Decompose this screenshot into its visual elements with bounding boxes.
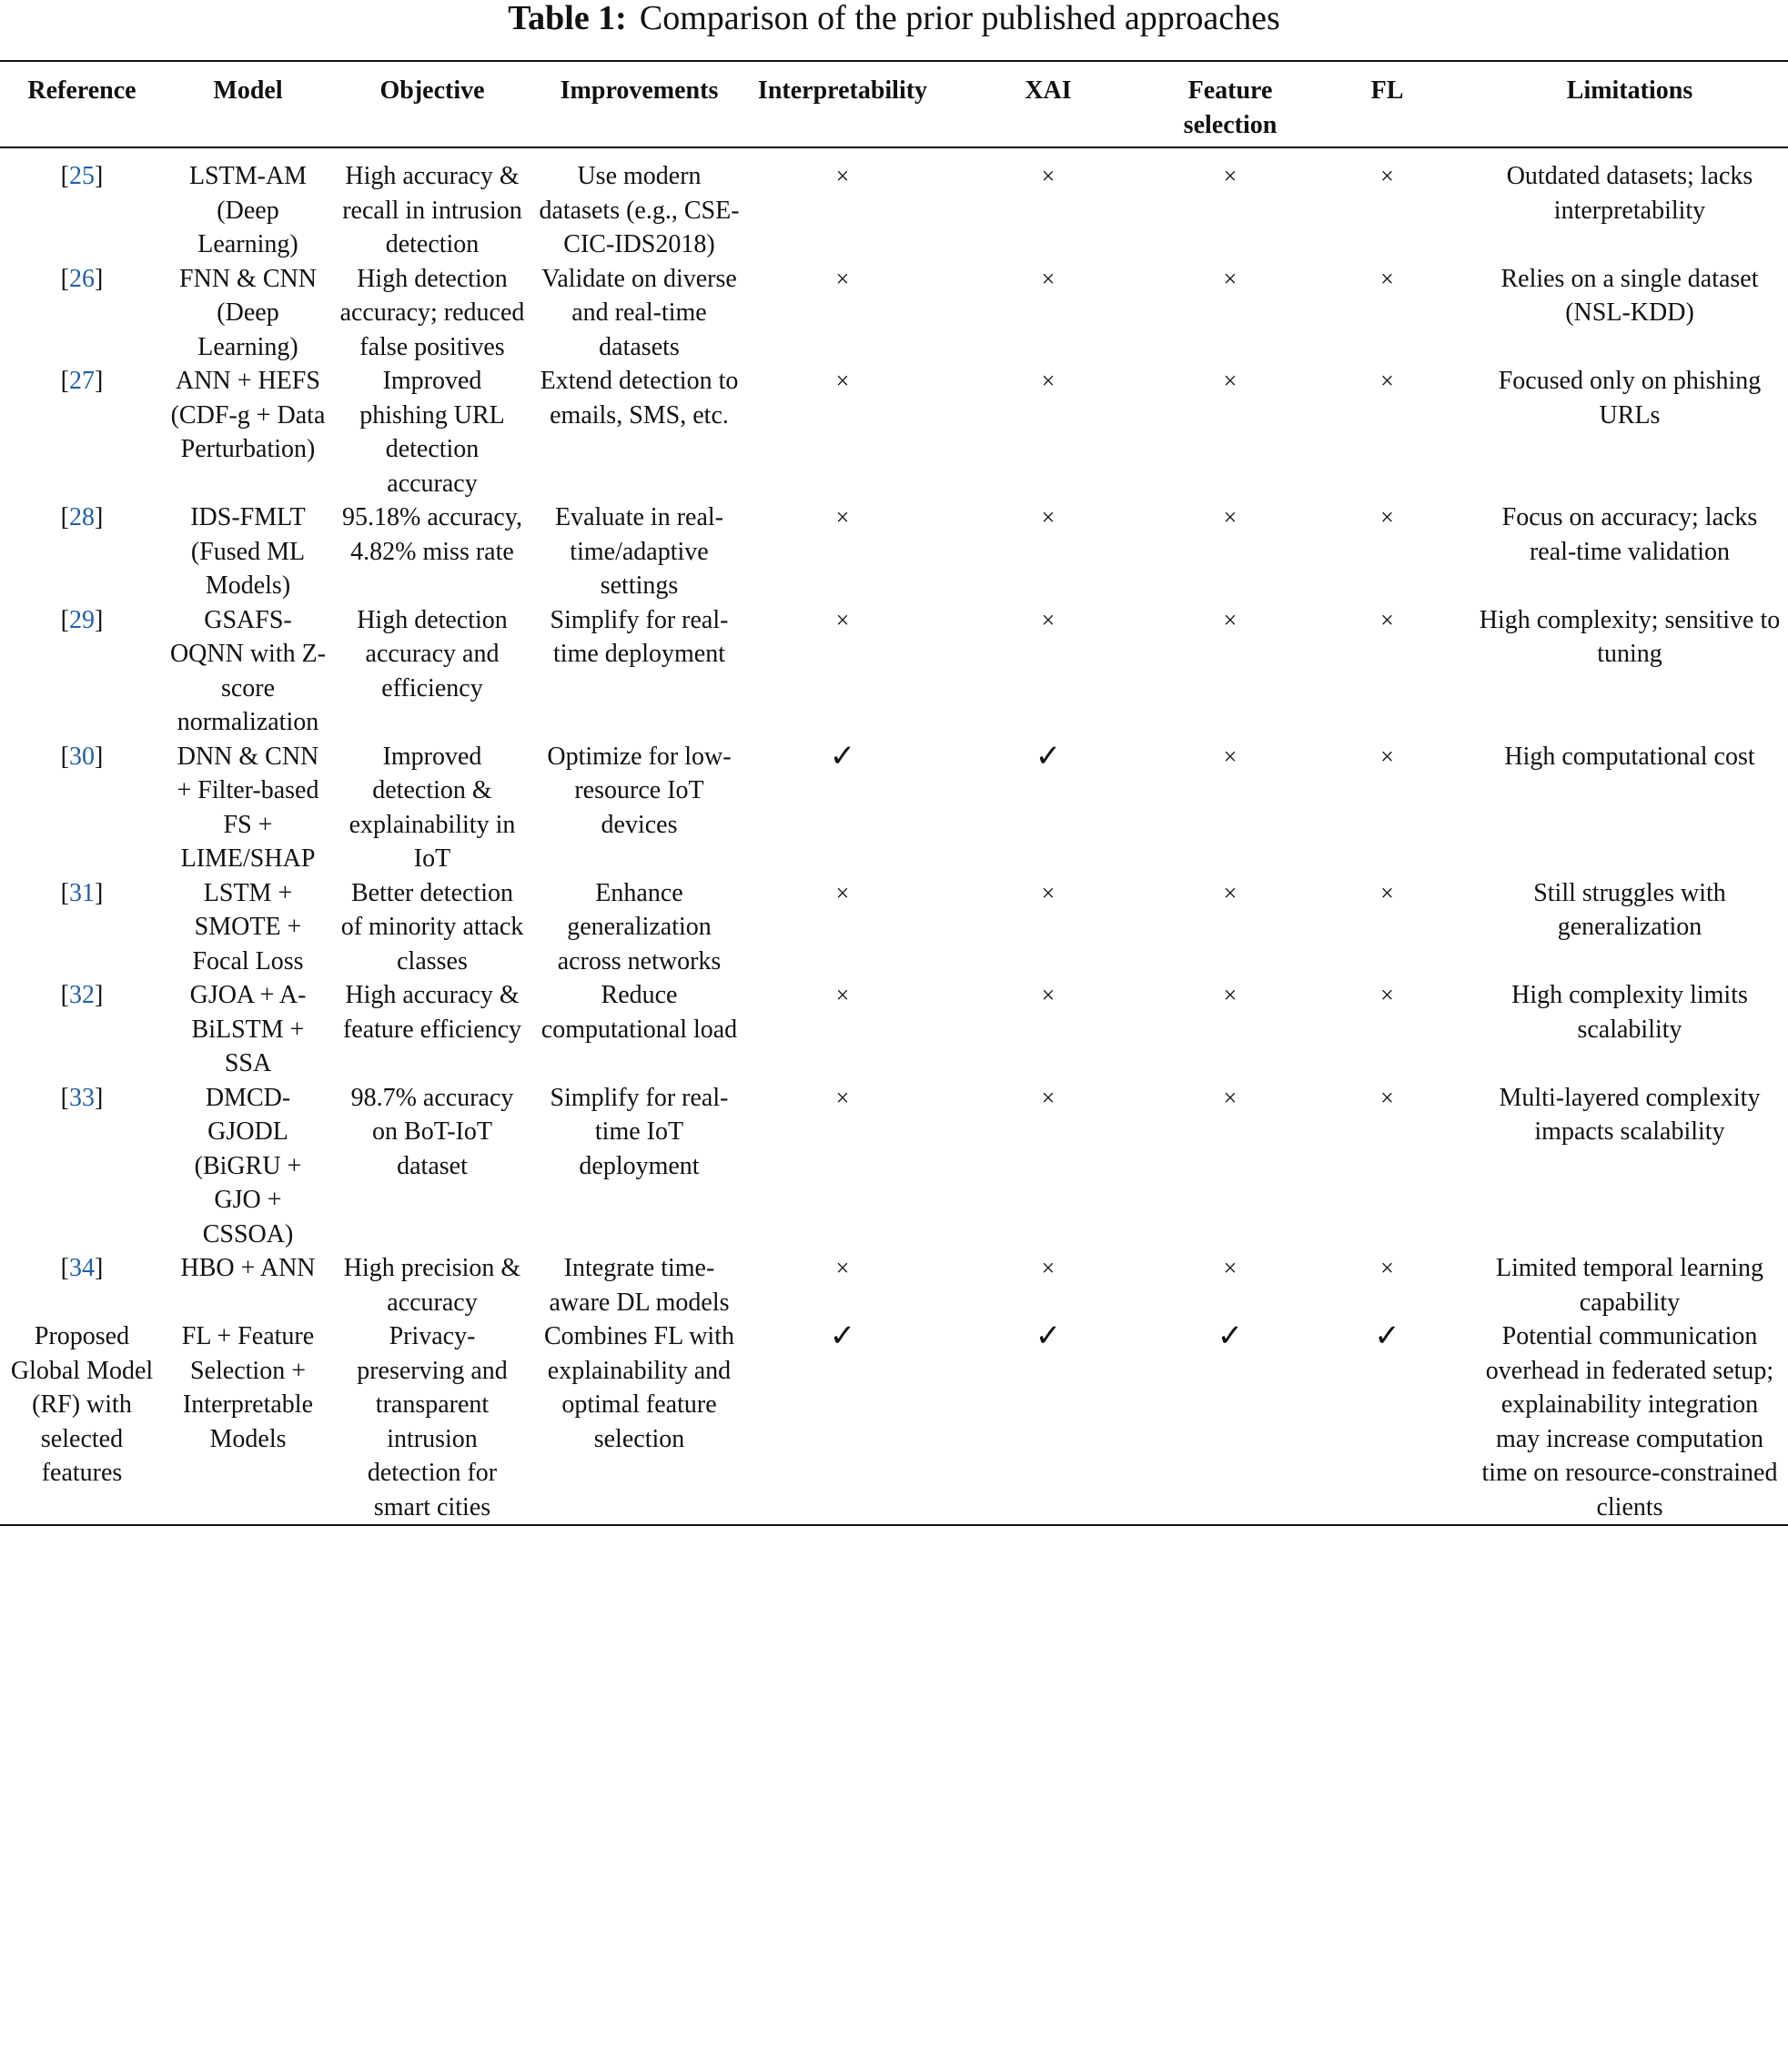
reference-prefix: [ xyxy=(60,742,69,771)
fl-mark: × xyxy=(1380,1084,1394,1111)
reference-suffix: ] xyxy=(95,742,104,771)
reference-suffix: ] xyxy=(95,605,104,634)
improvements-cell: Evaluate in real-time/adaptive settings xyxy=(554,503,723,600)
feature-selection-mark: × xyxy=(1223,1255,1237,1281)
reference-cell xyxy=(0,740,164,876)
column-header-improvements: Improvements xyxy=(560,76,719,105)
reference-cell xyxy=(0,500,164,603)
improvements-cell: Optimize for low-resource IoT devices xyxy=(547,742,732,839)
column-header-limitations: Limitations xyxy=(1566,76,1693,105)
column-header-objective: Objective xyxy=(379,76,485,105)
citation-link[interactable]: 29 xyxy=(69,605,95,634)
reference-cell xyxy=(0,364,164,500)
interpretability-mark: ✓ xyxy=(829,739,856,773)
xai-mark: ✓ xyxy=(1035,1319,1062,1353)
limitations-cell: Potential communication overhead in federated setup; explainability integration may increase computation time on resource-constrained clients xyxy=(1481,1322,1778,1521)
xai-mark: × xyxy=(1041,265,1056,292)
table-row xyxy=(0,1319,1788,1525)
reference-cell xyxy=(0,876,164,979)
table-header xyxy=(0,61,1788,147)
reference-suffix: ] xyxy=(95,162,104,190)
objective-cell: High accuracy & recall in intrusion detection xyxy=(342,162,522,258)
improvements-cell: Simplify for real-time IoT deployment xyxy=(550,1083,729,1180)
table-row xyxy=(0,978,1788,1081)
reference-cell xyxy=(0,1081,164,1252)
caption-text: Comparison of the prior published approaches xyxy=(639,0,1280,37)
feature-selection-mark: × xyxy=(1223,982,1237,1008)
limitations-cell: High computational cost xyxy=(1504,742,1755,771)
improvements-cell: Simplify for real-time deployment xyxy=(550,605,729,668)
reference-prefix: [ xyxy=(60,981,69,1009)
interpretability-mark: × xyxy=(835,265,850,292)
reference-prefix: [ xyxy=(60,878,69,907)
interpretability-mark: × xyxy=(835,163,850,189)
model-cell: GSAFS-OQNN with Z-score normalization xyxy=(169,605,327,736)
table-row xyxy=(0,876,1788,979)
fl-mark: × xyxy=(1380,265,1394,292)
table-caption xyxy=(0,0,1788,36)
reference-prefix: [ xyxy=(60,605,69,634)
xai-mark: × xyxy=(1041,504,1056,531)
table-row xyxy=(0,364,1788,500)
interpretability-mark: × xyxy=(835,368,850,394)
model-cell: DNN & CNN + Filter-based FS + LIME/SHAP xyxy=(177,742,319,873)
column-header-interpretability: Interpretability xyxy=(757,76,928,105)
improvements-cell: Validate on diverse and real-time datasets xyxy=(541,264,737,361)
reference-prefix: [ xyxy=(60,367,69,395)
feature-selection-mark: × xyxy=(1223,504,1237,531)
column-header-xai: XAI xyxy=(1025,76,1072,105)
limitations-cell: High complexity; sensitive to tuning xyxy=(1479,605,1781,668)
interpretability-mark: × xyxy=(835,1255,850,1281)
model-cell: FL + Feature Selection + Interpretable Models xyxy=(181,1322,315,1453)
feature-selection-mark: ✓ xyxy=(1217,1319,1244,1353)
objective-cell: Improved detection & explainability in IoT xyxy=(349,742,516,873)
feature-selection-mark: × xyxy=(1223,163,1237,189)
feature-selection-mark: × xyxy=(1223,265,1237,292)
column-header-fl: FL xyxy=(1370,76,1404,105)
reference-suffix: ] xyxy=(95,264,104,293)
interpretability-mark: × xyxy=(835,1084,850,1111)
table-row xyxy=(0,262,1788,365)
xai-mark: × xyxy=(1041,879,1056,906)
objective-cell: High accuracy & feature efficiency xyxy=(342,981,522,1044)
column-header-reference: Reference xyxy=(27,76,136,105)
citation-link[interactable]: 31 xyxy=(69,878,95,907)
improvements-cell: Extend detection to emails, SMS, etc. xyxy=(540,367,739,430)
limitations-cell: High complexity limits scalability xyxy=(1511,981,1748,1044)
fl-mark: × xyxy=(1380,1255,1394,1281)
comparison-table xyxy=(0,60,1788,1526)
table-row xyxy=(0,740,1788,876)
citation-link[interactable]: 33 xyxy=(69,1083,95,1112)
citation-link[interactable]: 30 xyxy=(69,742,95,771)
fl-mark: × xyxy=(1380,606,1394,633)
xai-mark: × xyxy=(1041,982,1056,1008)
objective-cell: 98.7% accuracy on BoT-IoT dataset xyxy=(350,1083,514,1180)
limitations-cell: Focused only on phishing URLs xyxy=(1498,367,1762,430)
xai-mark: × xyxy=(1041,606,1056,633)
model-cell: IDS-FMLT (Fused ML Models) xyxy=(190,503,306,600)
header-row xyxy=(0,61,1788,147)
model-cell: FNN & CNN (Deep Learning) xyxy=(179,264,317,361)
citation-link[interactable]: 32 xyxy=(69,981,95,1009)
reference-cell xyxy=(0,978,164,1081)
feature-selection-mark: × xyxy=(1223,879,1237,906)
table-body xyxy=(0,147,1788,1525)
reference-suffix: ] xyxy=(95,1254,104,1282)
reference-prefix: Proposed Global Model (RF) with selected features xyxy=(10,1322,154,1487)
reference-prefix: [ xyxy=(60,162,69,190)
column-header-model: Model xyxy=(213,76,283,105)
xai-mark: × xyxy=(1041,163,1056,189)
reference-suffix: ] xyxy=(95,1083,104,1112)
model-cell: HBO + ANN xyxy=(180,1254,316,1282)
citation-link[interactable]: 28 xyxy=(69,503,95,531)
fl-mark: × xyxy=(1380,163,1394,189)
reference-prefix: [ xyxy=(60,1254,69,1282)
table-row xyxy=(0,1251,1788,1319)
reference-cell xyxy=(0,262,164,365)
table-row xyxy=(0,603,1788,740)
table-row xyxy=(0,500,1788,603)
improvements-cell: Integrate time-aware DL models xyxy=(549,1254,730,1317)
limitations-cell: Relies on a single dataset (NSL-KDD) xyxy=(1500,264,1759,327)
improvements-cell: Combines FL with explainability and optimal feature selection xyxy=(544,1322,734,1453)
interpretability-mark: × xyxy=(835,879,850,906)
reference-cell xyxy=(0,1319,164,1525)
model-cell: LSTM-AM (Deep Learning) xyxy=(188,162,308,258)
fl-mark: × xyxy=(1380,368,1394,394)
citation-link[interactable]: 26 xyxy=(69,264,95,293)
improvements-cell: Use modern datasets (e.g., CSE-CIC-IDS2018) xyxy=(539,162,740,258)
feature-selection-mark: × xyxy=(1223,368,1237,394)
reference-cell xyxy=(0,1251,164,1319)
interpretability-mark: × xyxy=(835,982,850,1008)
reference-suffix: ] xyxy=(95,503,104,531)
reference-suffix: ] xyxy=(95,878,104,907)
feature-selection-mark: × xyxy=(1223,743,1237,770)
xai-mark: × xyxy=(1041,1255,1056,1281)
citation-link[interactable]: 27 xyxy=(69,367,95,395)
xai-mark: × xyxy=(1041,1084,1056,1111)
column-header-feature-selection: Feature selection xyxy=(1183,76,1278,139)
model-cell: GJOA + A-BiLSTM + SSA xyxy=(189,981,307,1077)
model-cell: DMCD-GJODL (BiGRU + GJO + CSSOA) xyxy=(194,1083,302,1248)
model-cell: ANN + HEFS (CDF-g + Data Perturbation) xyxy=(170,367,326,463)
objective-cell: High detection accuracy; reduced false positives xyxy=(339,264,525,361)
reference-prefix: [ xyxy=(60,264,69,293)
fl-mark: × xyxy=(1380,982,1394,1008)
reference-suffix: ] xyxy=(95,981,104,1009)
limitations-cell: Still struggles with generalization xyxy=(1533,878,1726,941)
caption-label: Table 1: xyxy=(508,0,627,37)
citation-link[interactable]: 34 xyxy=(69,1254,95,1282)
reference-cell xyxy=(0,603,164,740)
improvements-cell: Enhance generalization across networks xyxy=(557,878,722,975)
fl-mark: × xyxy=(1380,504,1394,531)
limitations-cell: Limited temporal learning capability xyxy=(1496,1254,1763,1317)
reference-prefix: [ xyxy=(60,1083,69,1112)
objective-cell: Improved phishing URL detection accuracy xyxy=(359,367,505,498)
fl-mark: × xyxy=(1380,743,1394,770)
table-row xyxy=(0,147,1788,262)
reference-suffix: ] xyxy=(95,367,104,395)
interpretability-mark: ✓ xyxy=(829,1319,856,1353)
citation-link[interactable]: 25 xyxy=(69,162,95,190)
table-row xyxy=(0,1081,1788,1252)
fl-mark: × xyxy=(1380,879,1394,906)
objective-cell: High detection accuracy and efficiency xyxy=(357,605,508,702)
feature-selection-mark: × xyxy=(1223,606,1237,633)
model-cell: LSTM + SMOTE + Focal Loss xyxy=(192,878,304,975)
xai-mark: × xyxy=(1041,368,1056,394)
xai-mark: ✓ xyxy=(1035,739,1062,773)
fl-mark: ✓ xyxy=(1374,1319,1400,1353)
objective-cell: Privacy-preserving and transparent intrusion detection for smart cities xyxy=(357,1322,508,1521)
limitations-cell: Focus on accuracy; lacks real-time validation xyxy=(1501,503,1758,566)
limitations-cell: Multi-layered complexity impacts scalability xyxy=(1499,1083,1761,1146)
reference-cell xyxy=(0,147,164,262)
interpretability-mark: × xyxy=(835,504,850,531)
limitations-cell: Outdated datasets; lacks interpretability xyxy=(1506,162,1753,225)
reference-prefix: [ xyxy=(60,503,69,531)
objective-cell: 95.18% accuracy, 4.82% miss rate xyxy=(342,503,522,566)
objective-cell: Better detection of minority attack classes xyxy=(340,878,524,975)
interpretability-mark: × xyxy=(835,606,850,633)
improvements-cell: Reduce computational load xyxy=(540,981,738,1044)
feature-selection-mark: × xyxy=(1223,1084,1237,1111)
objective-cell: High precision & accuracy xyxy=(343,1254,521,1317)
